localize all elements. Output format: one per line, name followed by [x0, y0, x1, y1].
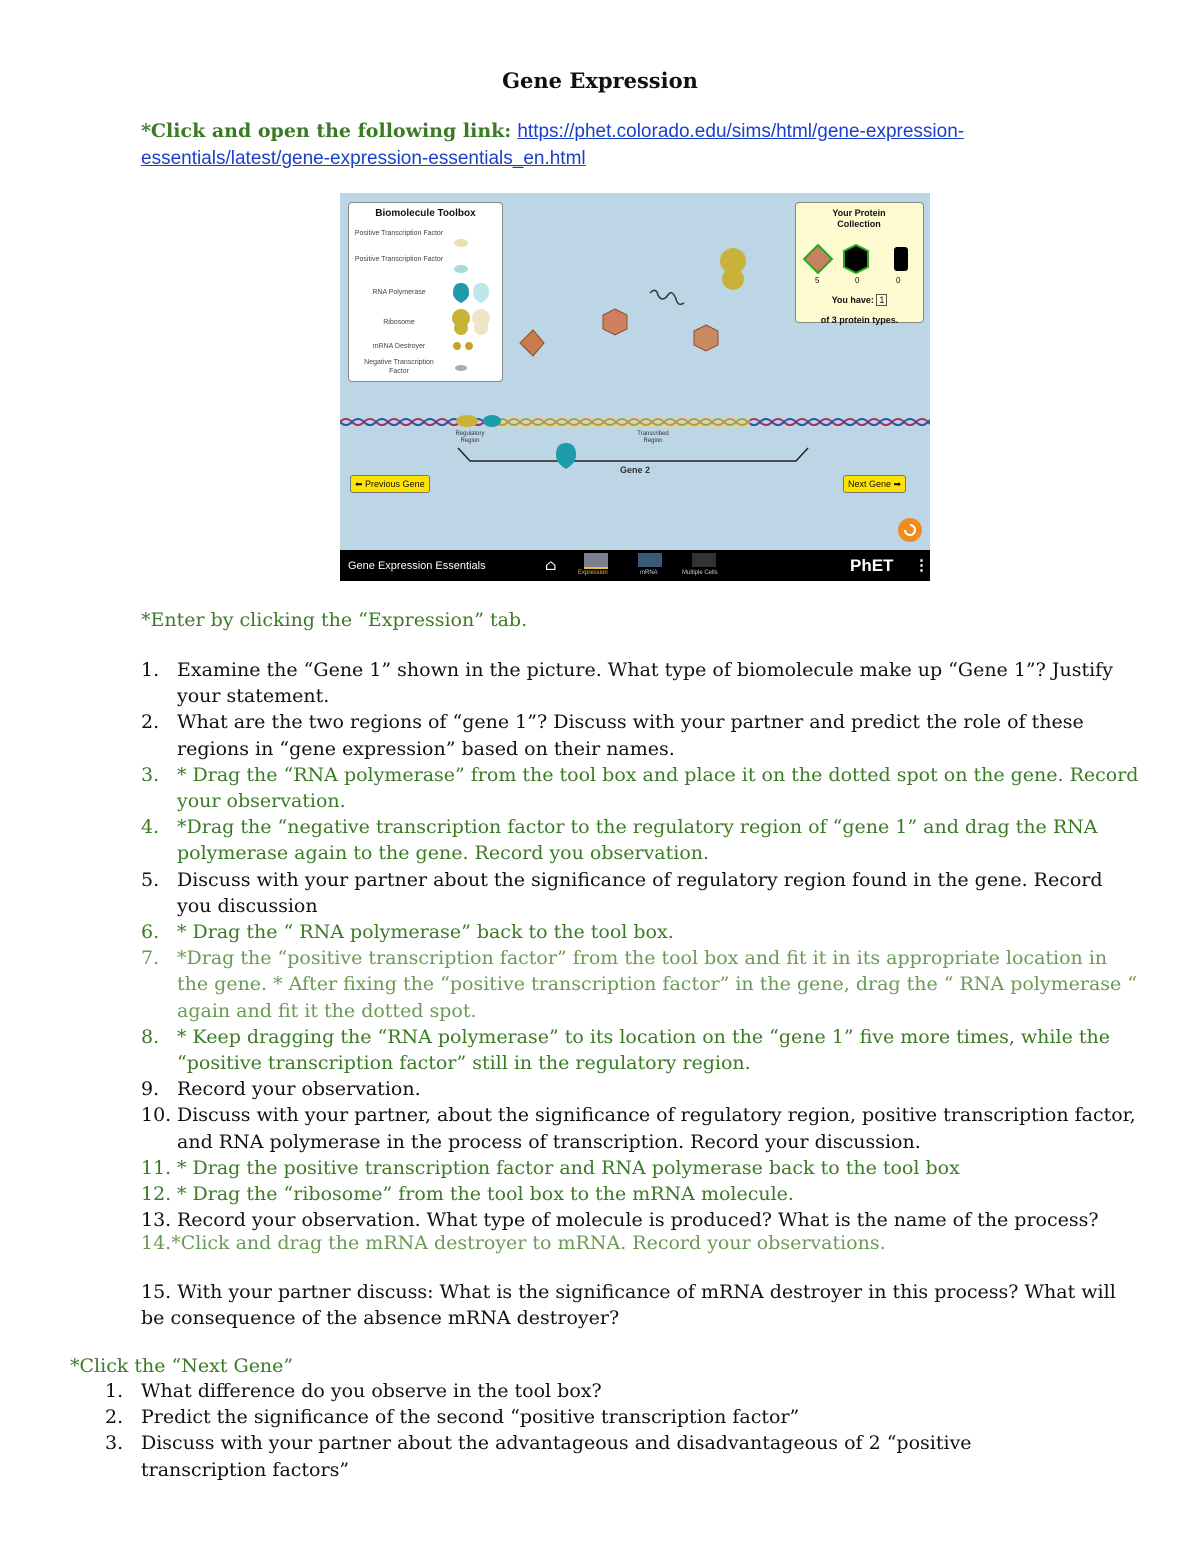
question-number: 9.: [141, 1078, 160, 1101]
question-number: 2.: [141, 711, 160, 734]
protein-types: of 3 protein types.: [820, 315, 899, 325]
question-item: [141, 709, 1141, 761]
link-lead: *Click and open the following link:: [141, 120, 512, 142]
tab-mrna-icon[interactable]: [638, 553, 662, 567]
link-instruction: [141, 118, 1081, 172]
next-gene-note: *Click the “Next Gene”: [70, 1355, 294, 1377]
page-title: Gene Expression: [502, 68, 698, 93]
transcribed-region-label: Transcribed Region: [637, 431, 669, 444]
question-text: * Drag the “ribosome” from the tool box to the mRNA molecule.: [177, 1183, 794, 1206]
toolbox-item[interactable]: Negative Transcription Factor: [364, 359, 434, 375]
question-text: Record your observation. What type of molecule is produced? What is the name of the process?: [177, 1209, 1099, 1232]
question-text: Examine the “Gene 1” shown in the picture. What type of biomolecule make up “Gene 1”? Justify your statement.: [177, 659, 1113, 708]
tab-expression-icon[interactable]: [584, 553, 608, 569]
question-15: 15. With your partner discuss: What is the significance of mRNA destroyer in this process? What will be consequence of the absence mRNA destroyer?: [141, 1281, 1116, 1329]
question-number: 3.: [141, 763, 160, 786]
question-text: Discuss with your partner about the advantageous and disadvantageous of 2 “positive transcription factors”: [141, 1432, 972, 1481]
menu-icon[interactable]: ⋮: [914, 556, 929, 574]
toolbox-item[interactable]: Positive Transcription Factor: [354, 230, 444, 237]
question-number: 1.: [105, 1380, 124, 1402]
question-number: 11.: [141, 1156, 172, 1179]
question-text: * Drag the “ RNA polymerase” back to the tool box.: [177, 921, 674, 944]
question-text: What are the two regions of “gene 1”? Discuss with your partner and predict the role of these regions in “gene expression” based on their names.: [177, 711, 1084, 760]
question-number: 13.: [141, 1209, 172, 1232]
toolbox-item[interactable]: RNA Polymerase: [372, 289, 426, 296]
question-number: 12.: [141, 1183, 172, 1206]
question-item: [141, 945, 1141, 1024]
question-item: [105, 1404, 1055, 1430]
question-item: [141, 867, 1141, 919]
question-number: 4.: [141, 816, 160, 839]
count-diamond: 5: [815, 276, 820, 285]
question-text: Discuss with your partner about the significance of regulatory region found in the gene. Record you discussion: [177, 868, 1103, 917]
question-14: 14.*Click and drag the mRNA destroyer to mRNA. Record your observations.: [141, 1232, 886, 1254]
question-item: [141, 919, 1141, 945]
you-have-label: You have:: [831, 295, 874, 305]
question-item: [141, 1024, 1141, 1076]
question-item: [141, 1102, 1141, 1154]
question-item: [141, 814, 1141, 866]
toolbox-item[interactable]: Positive Transcription Factor: [354, 256, 444, 263]
question-item: [141, 1076, 1141, 1102]
question-item: [105, 1430, 1055, 1482]
question-text: * Keep dragging the “RNA polymerase” to its location on the “gene 1” five more times, while the “positive transcription factor” still in the regulatory region.: [177, 1025, 1110, 1075]
tab-mrna[interactable]: mRNA: [640, 570, 658, 576]
sim-navbar: [340, 550, 930, 581]
question-list: [141, 657, 1141, 1233]
toolbox-item[interactable]: mRNA Destroyer: [372, 343, 426, 350]
toolbox-title: Biomolecule Toolbox: [375, 208, 476, 219]
question-number: 7.: [141, 947, 160, 970]
count-hexagon: 0: [855, 276, 860, 285]
home-icon[interactable]: ⌂: [545, 556, 557, 574]
question-item: [105, 1378, 1055, 1404]
question-text: Predict the significance of the second “positive transcription factor”: [141, 1406, 800, 1429]
count-rect: 0: [896, 276, 901, 285]
question-number: 8.: [141, 1025, 160, 1048]
question-number: 2.: [105, 1406, 124, 1429]
question-number: 6.: [141, 921, 160, 944]
sim-scene: [340, 193, 930, 550]
question-text: * Drag the positive transcription factor and RNA polymerase back to the tool box: [177, 1156, 960, 1179]
question-item: [141, 762, 1141, 814]
tab-expression[interactable]: Expression: [578, 570, 608, 576]
question-text: * Drag the “RNA polymerase” from the tool box and place it on the dotted spot on the gene. Record your observation.: [177, 763, 1139, 813]
next-gene-button[interactable]: Next Gene ➡: [843, 475, 906, 493]
tab-multiple-cells-icon[interactable]: [692, 553, 716, 567]
regulatory-region-label: Regulatory Region: [455, 431, 485, 444]
previous-gene-button[interactable]: ⬅ Previous Gene: [350, 475, 430, 493]
next-gene-question-list: [105, 1378, 1055, 1483]
question-number: 3.: [105, 1432, 124, 1455]
question-item: [141, 1155, 1141, 1181]
simulation-screenshot: [340, 193, 930, 581]
collection-title: Your Protein Collection: [832, 208, 886, 229]
question-text: *Drag the “positive transcription factor” from the tool box and fit it in its appropriate location in the gene. * After fixing the “positive transcription factor” in the gene, drag the “ RNA polymerase “ again and fit it the dotted spot.: [177, 947, 1138, 1022]
phet-link[interactable]: https://phet.colorado.edu/sims/html/gene-expression-essentials/latest/gene-expression-essentials_en.html: [141, 121, 965, 169]
question-item: [141, 1181, 1141, 1207]
sim-app-name: Gene Expression Essentials: [348, 560, 486, 572]
question-item: [141, 657, 1141, 709]
enter-note: *Enter by clicking the “Expression” tab.: [141, 609, 528, 631]
question-number: 5.: [141, 868, 160, 891]
toolbox-item[interactable]: Ribosome: [383, 319, 415, 326]
question-text: Discuss with your partner, about the significance of regulatory region, positive transcription factor, and RNA polymerase in the process of transcription. Record your discussion.: [177, 1104, 1136, 1153]
you-have-value: 1: [876, 294, 887, 306]
tab-multiple-cells[interactable]: Multiple Cells: [682, 570, 718, 576]
gene-label: Gene 2: [619, 465, 650, 475]
question-text: Record your observation.: [177, 1078, 421, 1101]
question-text: *Drag the “negative transcription factor to the regulatory region of “gene 1” and drag the RNA polymerase again to the gene. Record you observation.: [177, 816, 1098, 865]
question-number: 10.: [141, 1104, 172, 1127]
phet-logo: PhET: [850, 556, 894, 575]
question-text: What difference do you observe in the tool box?: [141, 1380, 602, 1402]
question-number: 1.: [141, 659, 160, 681]
